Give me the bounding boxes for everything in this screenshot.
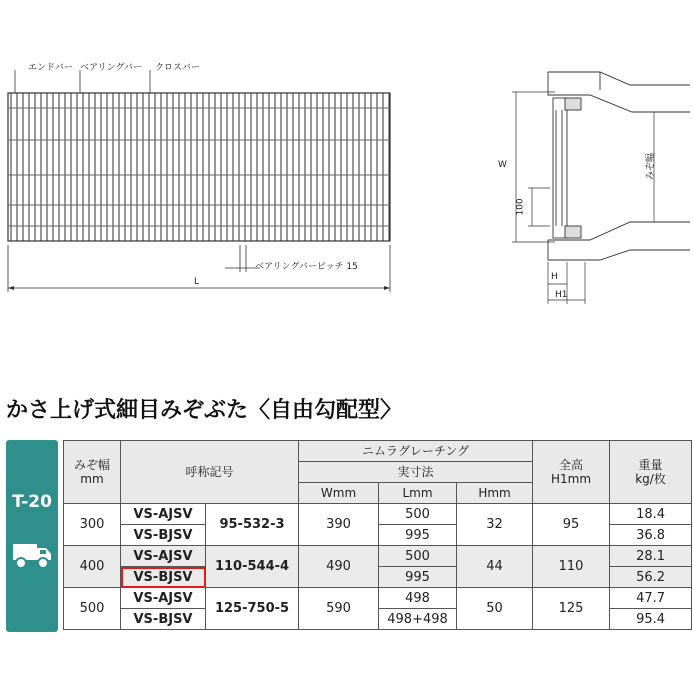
header-product: ニムラグレーチング bbox=[299, 441, 533, 462]
header-actual: 実寸法 bbox=[299, 462, 533, 483]
header-ditch-width: みぞ幅 mm bbox=[64, 441, 121, 504]
cell-h1: 125 bbox=[533, 588, 610, 630]
cell-l: 498 bbox=[379, 588, 457, 609]
table-row bbox=[64, 546, 692, 567]
header-w: Wmm bbox=[299, 483, 379, 504]
header-l: Lmm bbox=[379, 483, 457, 504]
cell-l: 995 bbox=[379, 567, 457, 588]
pitch-label: ベアリングバーピッチ 15 bbox=[255, 262, 358, 272]
spec-table bbox=[63, 440, 692, 630]
cell-l: 500 bbox=[379, 546, 457, 567]
cell-weight: 18.4 bbox=[610, 504, 692, 525]
cell-weight: 47.7 bbox=[610, 588, 692, 609]
cell-h: 50 bbox=[457, 588, 533, 630]
h-dimension-label: H bbox=[551, 272, 558, 282]
load-class-text: T-20 bbox=[12, 492, 52, 512]
cell-model-highlighted: VS-BJSV bbox=[121, 567, 206, 588]
end-bar-label: エンドバー bbox=[28, 63, 73, 73]
load-class-badge bbox=[6, 440, 58, 632]
cell-l: 995 bbox=[379, 525, 457, 546]
cell-weight: 56.2 bbox=[610, 567, 692, 588]
cell-model: VS-AJSV bbox=[121, 588, 206, 609]
product-title: かさ上げ式細目みぞぶた〈自由勾配型〉 bbox=[6, 398, 403, 423]
cell-h1: 95 bbox=[533, 504, 610, 546]
ditch-width-label: みぞ幅 bbox=[646, 152, 657, 181]
cross-bar-label: クロスバー bbox=[155, 63, 201, 73]
cell-weight: 36.8 bbox=[610, 525, 692, 546]
cell-w: 390 bbox=[299, 504, 379, 546]
cell-h: 44 bbox=[457, 546, 533, 588]
h1-dimension-label: H1 bbox=[555, 290, 568, 300]
cell-l: 498+498 bbox=[379, 609, 457, 630]
header-weight: 重量 kg/枚 bbox=[610, 441, 692, 504]
cell-w: 490 bbox=[299, 546, 379, 588]
cell-code: 125-750-5 bbox=[206, 588, 299, 630]
cell-code: 110-544-4 bbox=[206, 546, 299, 588]
cell-weight: 28.1 bbox=[610, 546, 692, 567]
cell-h1: 110 bbox=[533, 546, 610, 588]
truck-icon bbox=[12, 540, 52, 574]
cell-width: 300 bbox=[64, 504, 121, 546]
cell-model: VS-AJSV bbox=[121, 504, 206, 525]
cell-w: 590 bbox=[299, 588, 379, 630]
w-dimension-label: W bbox=[498, 160, 507, 170]
header-h: Hmm bbox=[457, 483, 533, 504]
cell-model: VS-BJSV bbox=[121, 525, 206, 546]
bearing-bar-label: ベアリングバー bbox=[80, 63, 142, 73]
table-row bbox=[64, 588, 692, 609]
table-row bbox=[64, 504, 692, 525]
header-row-1 bbox=[64, 441, 692, 462]
cell-width: 400 bbox=[64, 546, 121, 588]
cell-code: 95-532-3 bbox=[206, 504, 299, 546]
cell-width: 500 bbox=[64, 588, 121, 630]
cell-h: 32 bbox=[457, 504, 533, 546]
header-name-code: 呼称記号 bbox=[121, 441, 299, 504]
cell-model: VS-AJSV bbox=[121, 546, 206, 567]
cell-model: VS-BJSV bbox=[121, 609, 206, 630]
grating-drawing-svg bbox=[0, 0, 693, 330]
l-dimension-label: L bbox=[194, 277, 200, 287]
header-height: 全高 H1mm bbox=[533, 441, 610, 504]
cell-weight: 95.4 bbox=[610, 609, 692, 630]
grating-section-view bbox=[512, 72, 690, 304]
dim-100-label: 100 bbox=[515, 198, 526, 216]
technical-drawing bbox=[0, 0, 693, 330]
cell-l: 500 bbox=[379, 504, 457, 525]
